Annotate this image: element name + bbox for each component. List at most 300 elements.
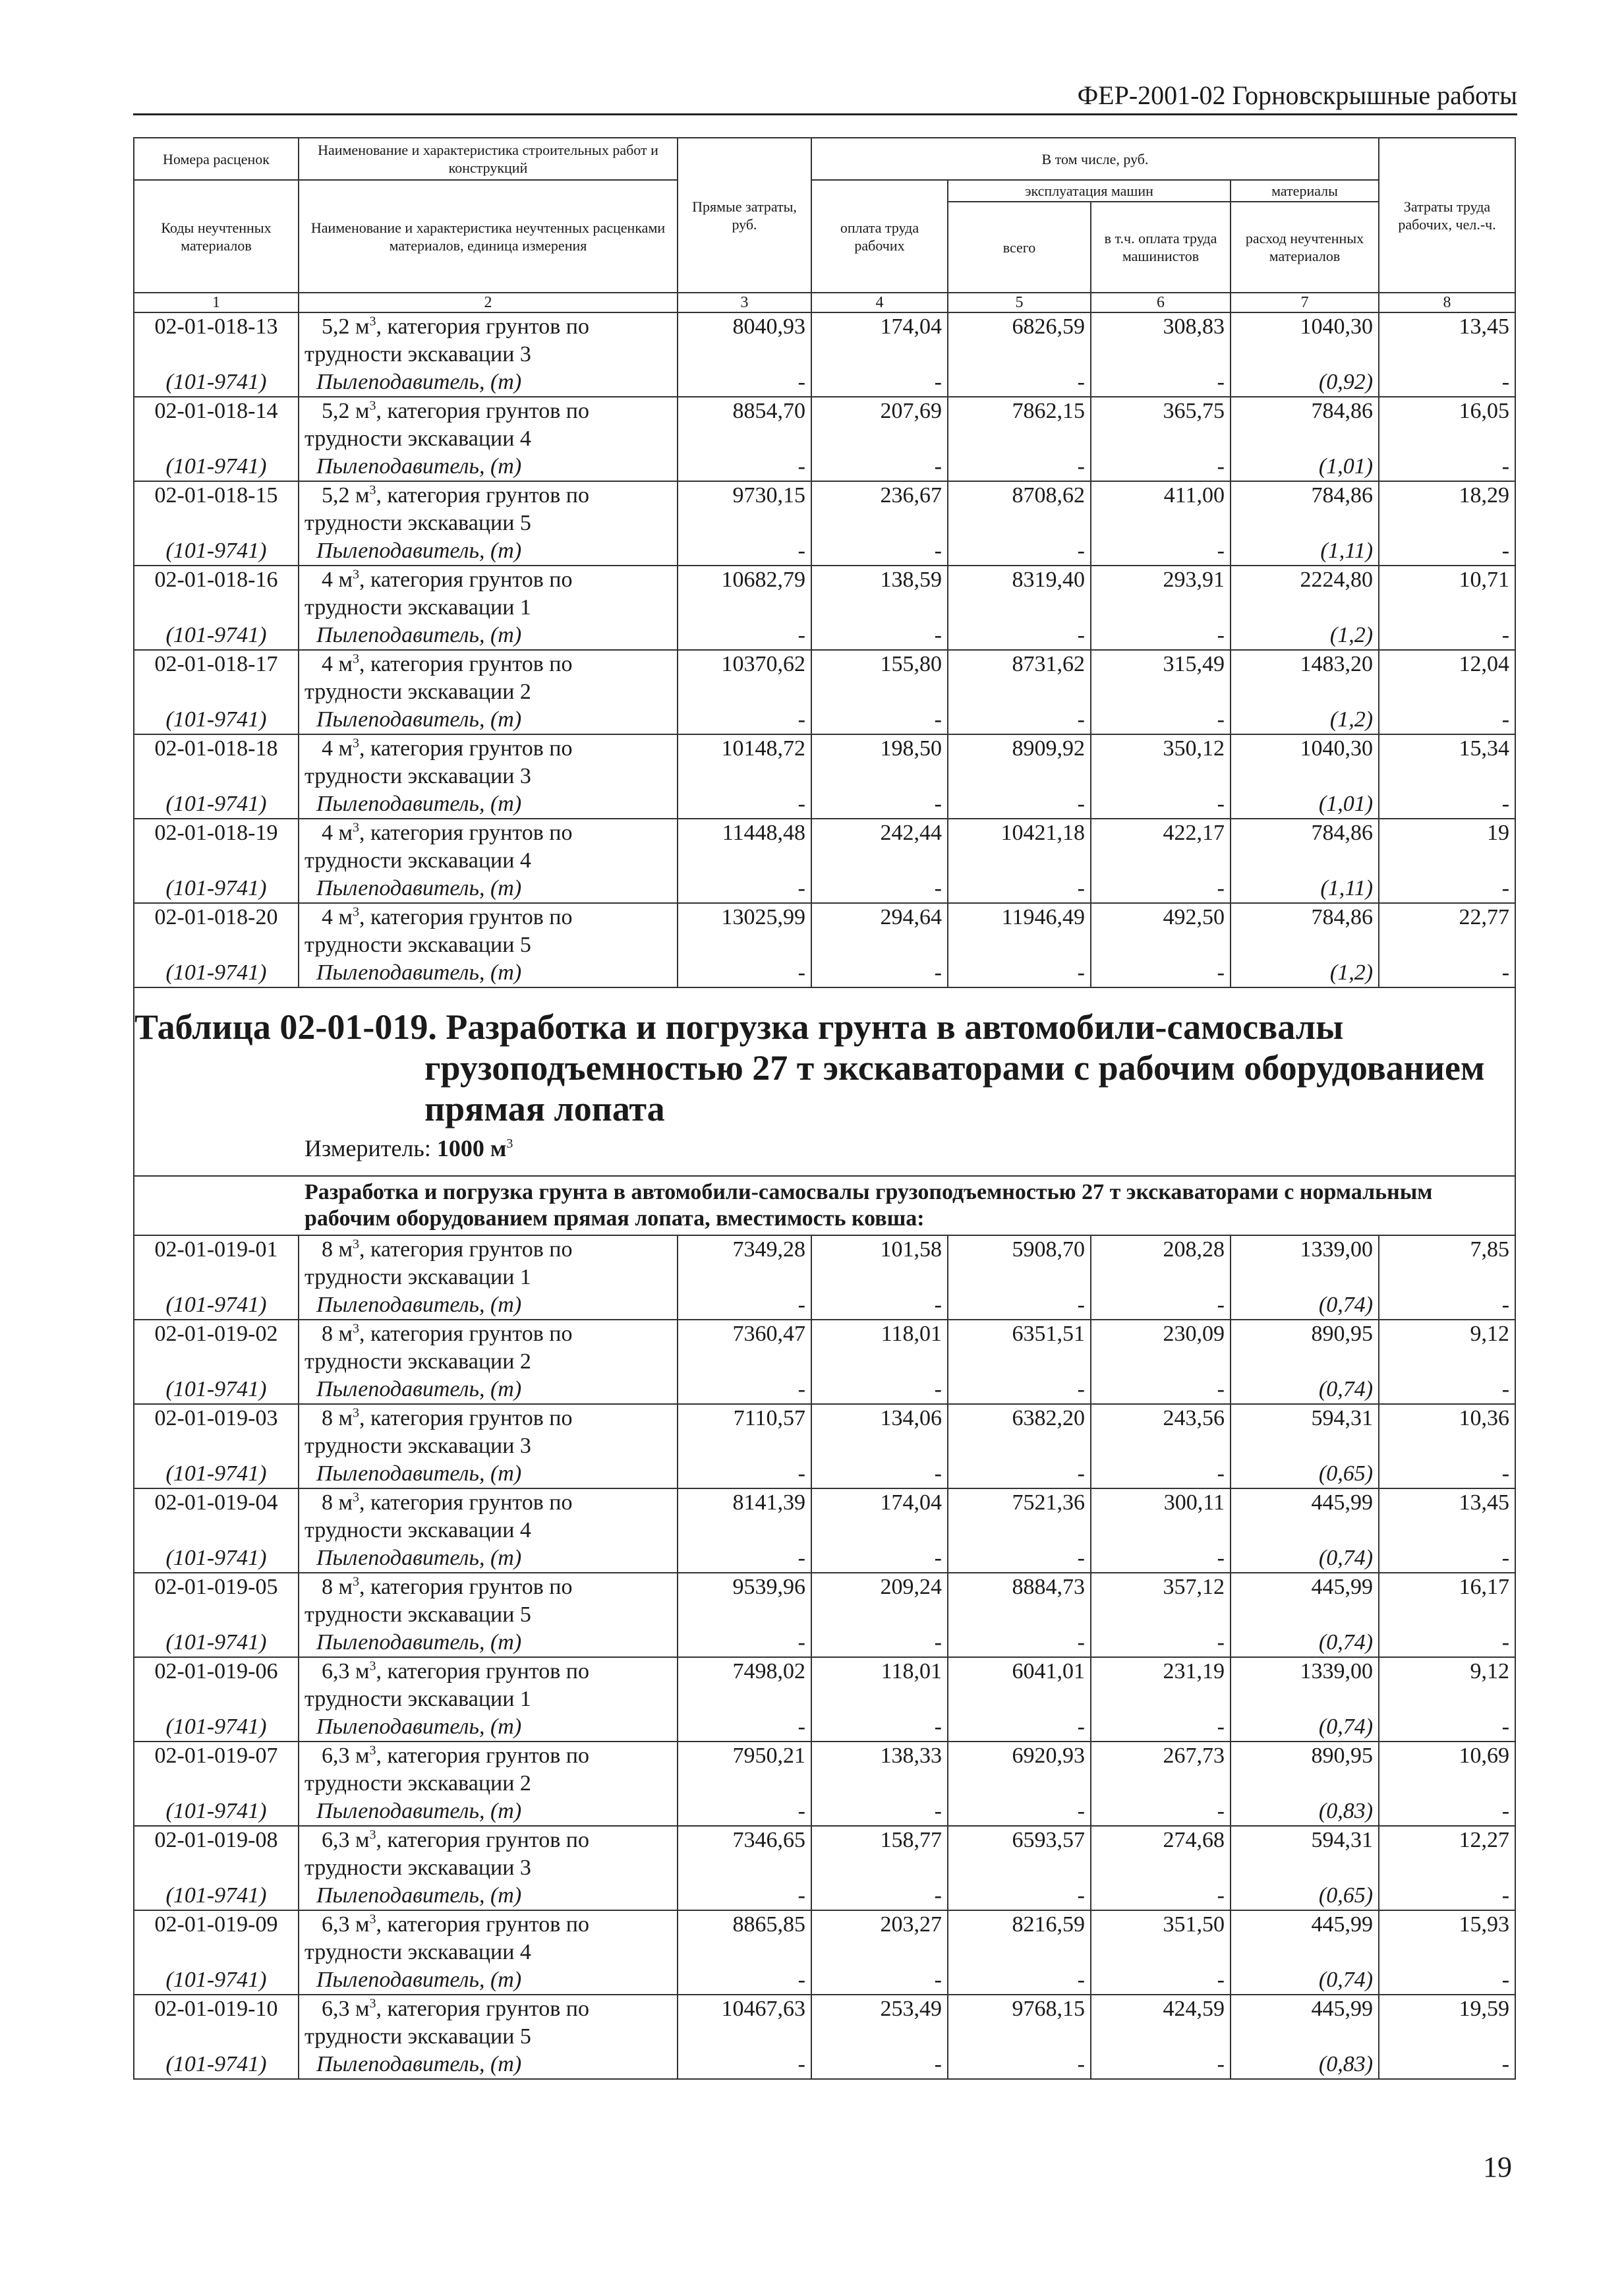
value-cell — [811, 819, 948, 903]
measure-unit — [134, 1134, 1515, 1162]
page-number: 19 — [1483, 2151, 1512, 2183]
material-name: Пылеподавитель, (т) — [316, 623, 522, 647]
table-title-lead: Таблица 02-01-019. Разработка и погрузка грунта в автомобили-самосвалы — [134, 1007, 1344, 1047]
empty-dash: - — [1217, 876, 1225, 900]
material-consumption: (0,92) — [1318, 370, 1374, 394]
material-name: Пылеподавитель, (т) — [316, 1630, 522, 1655]
value: 7110,57 — [733, 1406, 805, 1430]
material-name: Пылеподавитель, (т) — [316, 370, 522, 394]
empty-dash: - — [1501, 2052, 1510, 2076]
bucket-volume: 6,3 м — [322, 1997, 370, 2021]
empty-dash: - — [1077, 707, 1085, 732]
value: 118,01 — [881, 1659, 942, 1684]
labor-cell — [1379, 1657, 1515, 1742]
labor-cell — [1379, 819, 1515, 903]
value: 445,99 — [1311, 1997, 1374, 2021]
work-description-cell — [299, 1995, 678, 2079]
soil-category: , категория грунтов по — [376, 1997, 589, 2021]
material-name: Пылеподавитель, (т) — [316, 1377, 522, 1401]
volume-exponent: 3 — [353, 1490, 360, 1505]
value: 8040,93 — [732, 314, 805, 339]
bucket-volume: 8 м — [322, 1237, 353, 1262]
empty-dash: - — [1217, 454, 1225, 479]
value: 7,85 — [1470, 1237, 1510, 1262]
labor-cell — [1379, 1573, 1515, 1657]
measure-label: Измеритель: — [304, 1135, 437, 1161]
value-cell — [1091, 1573, 1231, 1657]
bucket-volume: 5,2 м — [322, 314, 370, 339]
value-cell — [948, 1826, 1091, 1910]
material-consumption: (1,11) — [1320, 539, 1374, 563]
rate-code: 02-01-019-05 — [154, 1575, 278, 1599]
col-number: 1 — [134, 293, 299, 312]
empty-dash: - — [934, 370, 942, 394]
material-consumption: (0,74) — [1318, 1377, 1374, 1401]
value-cell — [811, 1742, 948, 1826]
materials-cell — [1231, 1910, 1379, 1995]
value: 12,04 — [1459, 652, 1510, 676]
value: 6826,59 — [1012, 314, 1085, 339]
empty-dash: - — [798, 2052, 805, 2076]
rate-code: 02-01-019-01 — [154, 1237, 278, 1262]
rate-code: 02-01-019-03 — [154, 1406, 278, 1430]
value-cell — [811, 566, 948, 650]
material-code: (101-9741) — [165, 454, 267, 479]
empty-dash: - — [1217, 2052, 1225, 2076]
material-code: (101-9741) — [165, 623, 267, 647]
value-cell — [1091, 481, 1231, 566]
value: 174,04 — [880, 1490, 942, 1515]
rate-code: 02-01-018-13 — [154, 314, 278, 339]
rate-code-cell — [134, 1995, 299, 2079]
value: 784,86 — [1311, 399, 1374, 423]
material-name: Пылеподавитель, (т) — [316, 454, 522, 479]
empty-dash: - — [1077, 539, 1085, 563]
value: 445,99 — [1311, 1490, 1374, 1515]
value: 10467,63 — [721, 1997, 805, 2021]
value: 155,80 — [880, 652, 942, 676]
soil-category: , категория грунтов по — [376, 314, 589, 339]
empty-dash: - — [798, 1799, 805, 1823]
col-header-codes-top: Номера расценок — [134, 138, 299, 180]
empty-dash: - — [798, 707, 805, 732]
volume-exponent: 3 — [353, 820, 360, 835]
value-cell — [678, 566, 811, 650]
volume-exponent: 3 — [369, 1996, 376, 2011]
col-header-labor: Затраты труда рабочих, чел.-ч. — [1379, 138, 1515, 293]
empty-dash: - — [1217, 1630, 1225, 1655]
empty-dash: - — [1077, 960, 1085, 985]
value: 300,11 — [1163, 1490, 1225, 1515]
value-cell — [811, 650, 948, 734]
value: 1339,00 — [1300, 1237, 1374, 1262]
empty-dash: - — [1217, 1799, 1225, 1823]
value-cell — [1091, 397, 1231, 481]
value: 1040,30 — [1300, 314, 1374, 339]
empty-dash: - — [934, 792, 942, 816]
material-code: (101-9741) — [165, 1377, 267, 1401]
empty-dash: - — [934, 1883, 942, 1908]
value: 9768,15 — [1012, 1997, 1085, 2021]
value: 315,49 — [1163, 652, 1225, 676]
material-code: (101-9741) — [165, 539, 267, 563]
value: 411,00 — [1163, 483, 1225, 508]
value-cell — [948, 1488, 1091, 1573]
col-header-including: В том числе, руб. — [811, 138, 1379, 180]
value-cell — [948, 1573, 1091, 1657]
material-name: Пылеподавитель, (т) — [316, 792, 522, 816]
value-cell — [948, 1995, 1091, 2079]
empty-dash: - — [1217, 1883, 1225, 1908]
col-header-materials: материалы — [1231, 180, 1379, 202]
empty-dash: - — [1501, 1630, 1510, 1655]
value-cell — [811, 1995, 948, 2079]
empty-dash: - — [1217, 1293, 1225, 1317]
table-title-rest: грузоподъемностью 27 т экскаваторами с рабочим оборудованием прямая лопата — [424, 1048, 1485, 1128]
excavation-difficulty: трудности экскавации 1 — [304, 1687, 531, 1711]
work-description-cell — [299, 1573, 678, 1657]
col-header-material-consumption: расход неучтенных материалов — [1231, 202, 1379, 293]
value-cell — [1091, 312, 1231, 397]
excavation-difficulty: трудности экскавации 5 — [304, 511, 531, 535]
empty-dash: - — [1501, 1968, 1510, 1992]
labor-cell — [1379, 312, 1515, 397]
value-cell — [1091, 650, 1231, 734]
value: 243,56 — [1163, 1406, 1225, 1430]
work-description-cell — [299, 734, 678, 819]
materials-cell — [1231, 1488, 1379, 1573]
bucket-volume: 6,3 м — [322, 1744, 370, 1768]
value-cell — [811, 1320, 948, 1404]
labor-cell — [1379, 734, 1515, 819]
table-row — [134, 397, 1515, 481]
materials-cell — [1231, 481, 1379, 566]
material-consumption: (0,74) — [1318, 1293, 1374, 1317]
value: 784,86 — [1311, 821, 1374, 845]
value: 594,31 — [1311, 1406, 1374, 1430]
work-description-cell — [299, 1910, 678, 1995]
value: 15,34 — [1459, 736, 1510, 761]
materials-cell — [1231, 819, 1379, 903]
value: 11946,49 — [1001, 905, 1085, 929]
rate-code-cell — [134, 1320, 299, 1404]
volume-exponent: 3 — [369, 1658, 376, 1674]
value-cell — [811, 1573, 948, 1657]
bucket-volume: 4 м — [322, 736, 353, 761]
empty-dash: - — [934, 1714, 942, 1739]
labor-cell — [1379, 481, 1515, 566]
value: 16,17 — [1459, 1575, 1510, 1599]
soil-category: , категория грунтов по — [359, 568, 573, 592]
empty-dash: - — [1501, 876, 1510, 900]
value: 365,75 — [1163, 399, 1225, 423]
soil-category: , категория грунтов по — [376, 1828, 589, 1852]
value-cell — [678, 1235, 811, 1320]
soil-category: , категория грунтов по — [359, 1237, 573, 1262]
labor-cell — [1379, 1826, 1515, 1910]
empty-dash: - — [1217, 1546, 1225, 1570]
material-consumption: (1,2) — [1329, 707, 1374, 732]
empty-dash: - — [1501, 1377, 1510, 1401]
material-code: (101-9741) — [165, 1714, 267, 1739]
rate-code-cell — [134, 650, 299, 734]
empty-dash: - — [1077, 792, 1085, 816]
measure-value: 1000 м — [436, 1135, 507, 1161]
value-cell — [678, 312, 811, 397]
volume-exponent: 3 — [369, 314, 376, 329]
excavation-difficulty: трудности экскавации 4 — [304, 1518, 531, 1542]
value: 253,49 — [880, 1997, 942, 2021]
empty-dash: - — [934, 1461, 942, 1486]
work-description-cell — [299, 481, 678, 566]
value: 294,64 — [880, 905, 942, 929]
bucket-volume: 4 м — [322, 905, 353, 929]
value: 351,50 — [1163, 1912, 1225, 1937]
value-cell — [811, 1235, 948, 1320]
materials-cell — [1231, 650, 1379, 734]
empty-dash: - — [1077, 2052, 1085, 2076]
rate-code-cell — [134, 1573, 299, 1657]
volume-exponent: 3 — [353, 651, 360, 666]
value: 10,71 — [1459, 568, 1510, 592]
value: 13025,99 — [721, 905, 805, 929]
empty-dash: - — [1077, 1461, 1085, 1486]
page-header — [133, 74, 1517, 115]
empty-dash: - — [798, 370, 805, 394]
value: 16,05 — [1459, 399, 1510, 423]
value: 231,19 — [1163, 1659, 1225, 1684]
material-name: Пылеподавитель, (т) — [316, 1293, 522, 1317]
section-heading: Разработка и погрузка грунта в автомобили-самосвалы грузоподъемностью 27 т экскаваторами с нормальным рабочим оборудованием прямая лопата, вместимость ковша: — [134, 1176, 1515, 1235]
value: 6382,20 — [1012, 1406, 1085, 1430]
empty-dash: - — [1217, 623, 1225, 647]
value-cell — [678, 650, 811, 734]
table-row — [134, 903, 1515, 987]
value-cell — [811, 1826, 948, 1910]
rate-code: 02-01-018-15 — [154, 483, 278, 508]
value: 10370,62 — [721, 652, 805, 676]
value-cell — [678, 1742, 811, 1826]
value-cell — [1091, 566, 1231, 650]
value: 9539,96 — [732, 1575, 805, 1599]
value-cell — [1091, 1826, 1231, 1910]
value: 293,91 — [1163, 568, 1225, 592]
value-cell — [678, 1573, 811, 1657]
col-number: 7 — [1231, 293, 1379, 312]
empty-dash: - — [934, 1799, 942, 1823]
empty-dash: - — [934, 1546, 942, 1570]
rate-code-cell — [134, 819, 299, 903]
material-name: Пылеподавитель, (т) — [316, 876, 522, 900]
table-title-cell — [134, 987, 1515, 1176]
value-cell — [1091, 1235, 1231, 1320]
volume-exponent: 3 — [353, 567, 360, 582]
value: 138,59 — [880, 568, 942, 592]
excavation-difficulty: трудности экскавации 2 — [304, 680, 531, 704]
rate-code-cell — [134, 734, 299, 819]
rate-code: 02-01-019-07 — [154, 1744, 278, 1768]
value: 134,06 — [880, 1406, 942, 1430]
value-cell — [678, 1826, 811, 1910]
value: 15,93 — [1459, 1912, 1510, 1937]
col-number: 4 — [811, 293, 948, 312]
work-description-cell — [299, 566, 678, 650]
empty-dash: - — [1217, 707, 1225, 732]
excavation-difficulty: трудности экскавации 3 — [304, 1434, 531, 1458]
value-cell — [948, 1657, 1091, 1742]
empty-dash: - — [934, 1293, 942, 1317]
empty-dash: - — [798, 1546, 805, 1570]
material-name: Пылеподавитель, (т) — [316, 1546, 522, 1570]
materials-cell — [1231, 397, 1379, 481]
value: 5908,70 — [1012, 1237, 1085, 1262]
col-number: 3 — [678, 293, 811, 312]
value-cell — [678, 1910, 811, 1995]
value: 10,69 — [1459, 1744, 1510, 1768]
value: 424,59 — [1163, 1997, 1225, 2021]
document-title: ФЕР-2001-02 Горновскрышные работы — [1077, 80, 1517, 110]
excavation-difficulty: трудности экскавации 3 — [304, 764, 531, 788]
value-cell — [811, 481, 948, 566]
value: 9,12 — [1470, 1322, 1510, 1346]
empty-dash: - — [1077, 1630, 1085, 1655]
value: 10,36 — [1459, 1406, 1510, 1430]
empty-dash: - — [1501, 1293, 1510, 1317]
soil-category: , категория грунтов по — [359, 652, 573, 676]
materials-cell — [1231, 1573, 1379, 1657]
volume-exponent: 3 — [369, 483, 376, 498]
value: 18,29 — [1459, 483, 1510, 508]
rate-code-cell — [134, 1742, 299, 1826]
col-header-direct-costs: Прямые затраты, руб. — [678, 138, 811, 293]
bucket-volume: 5,2 м — [322, 399, 370, 423]
material-consumption: (0,74) — [1318, 1714, 1374, 1739]
bucket-volume: 8 м — [322, 1575, 353, 1599]
value-cell — [948, 903, 1091, 987]
material-consumption: (0,83) — [1318, 2052, 1374, 2076]
empty-dash: - — [934, 960, 942, 985]
value: 13,45 — [1459, 1490, 1510, 1515]
value: 7862,15 — [1012, 399, 1085, 423]
labor-cell — [1379, 903, 1515, 987]
value: 10421,18 — [1000, 821, 1085, 845]
rate-code: 02-01-019-04 — [154, 1490, 278, 1515]
value-cell — [948, 566, 1091, 650]
rate-code: 02-01-018-16 — [154, 568, 278, 592]
value: 350,12 — [1163, 736, 1225, 761]
col-header-machines: эксплуатация машин — [948, 180, 1231, 202]
value: 242,44 — [880, 821, 942, 845]
empty-dash: - — [798, 1461, 805, 1486]
value-cell — [811, 1910, 948, 1995]
soil-category: , категория грунтов по — [359, 905, 573, 929]
value: 10148,72 — [721, 736, 805, 761]
empty-dash: - — [1217, 1377, 1225, 1401]
bucket-volume: 4 м — [322, 652, 353, 676]
value: 267,73 — [1163, 1744, 1225, 1768]
value-cell — [811, 1657, 948, 1742]
soil-category: , категория грунтов по — [359, 1322, 573, 1346]
material-consumption: (0,83) — [1318, 1799, 1374, 1823]
material-consumption: (1,2) — [1329, 960, 1374, 985]
value: 274,68 — [1163, 1828, 1225, 1852]
empty-dash: - — [1501, 370, 1510, 394]
rate-code: 02-01-019-08 — [154, 1828, 278, 1852]
value-cell — [678, 481, 811, 566]
value-cell — [678, 1657, 811, 1742]
table-header — [134, 138, 1515, 312]
material-consumption: (1,01) — [1318, 792, 1374, 816]
volume-exponent: 3 — [369, 1743, 376, 1758]
material-code: (101-9741) — [165, 2052, 267, 2076]
material-code: (101-9741) — [165, 1293, 267, 1317]
materials-cell — [1231, 1995, 1379, 2079]
value-cell — [948, 734, 1091, 819]
rate-code: 02-01-019-02 — [154, 1322, 278, 1346]
value: 784,86 — [1311, 483, 1374, 508]
empty-dash: - — [1077, 1377, 1085, 1401]
value-cell — [678, 1320, 811, 1404]
table-row — [134, 1742, 1515, 1826]
labor-cell — [1379, 1320, 1515, 1404]
empty-dash: - — [798, 1293, 805, 1317]
empty-dash: - — [934, 1377, 942, 1401]
materials-cell — [1231, 903, 1379, 987]
value: 6920,93 — [1012, 1744, 1085, 1768]
empty-dash: - — [798, 1968, 805, 1992]
value: 203,27 — [880, 1912, 942, 1937]
value: 22,77 — [1459, 905, 1510, 929]
materials-cell — [1231, 312, 1379, 397]
material-code: (101-9741) — [165, 1630, 267, 1655]
value-cell — [811, 397, 948, 481]
work-description-cell — [299, 1488, 678, 1573]
value-cell — [1091, 1657, 1231, 1742]
value: 784,86 — [1311, 905, 1374, 929]
rate-code: 02-01-018-19 — [154, 821, 278, 845]
empty-dash: - — [1077, 876, 1085, 900]
value: 8854,70 — [732, 399, 805, 423]
material-name: Пылеподавитель, (т) — [316, 2052, 522, 2076]
soil-category: , категория грунтов по — [359, 1406, 573, 1430]
empty-dash: - — [1217, 1968, 1225, 1992]
empty-dash: - — [1501, 1714, 1510, 1739]
value-cell — [678, 1404, 811, 1488]
table-row — [134, 1404, 1515, 1488]
soil-category: , категория грунтов по — [359, 1490, 573, 1515]
empty-dash: - — [1501, 1461, 1510, 1486]
value: 9,12 — [1470, 1659, 1510, 1684]
material-consumption: (1,11) — [1320, 876, 1374, 900]
empty-dash: - — [798, 1883, 805, 1908]
bucket-volume: 4 м — [322, 568, 353, 592]
rate-code-cell — [134, 1910, 299, 1995]
value: 101,58 — [880, 1237, 942, 1262]
excavation-difficulty: трудности экскавации 2 — [304, 1349, 531, 1374]
empty-dash: - — [1077, 1546, 1085, 1570]
col-number: 2 — [299, 293, 678, 312]
volume-exponent: 3 — [369, 1912, 376, 1927]
excavation-difficulty: трудности экскавации 3 — [304, 1856, 531, 1880]
volume-exponent: 3 — [353, 1574, 360, 1589]
value-cell — [948, 1742, 1091, 1826]
value: 8141,39 — [732, 1490, 805, 1515]
table-row — [134, 819, 1515, 903]
work-description-cell — [299, 1235, 678, 1320]
value: 492,50 — [1163, 905, 1225, 929]
col-header-codes-bottom: Коды неучтенных материалов — [134, 180, 299, 293]
excavation-difficulty: трудности экскавации 4 — [304, 1940, 531, 1964]
